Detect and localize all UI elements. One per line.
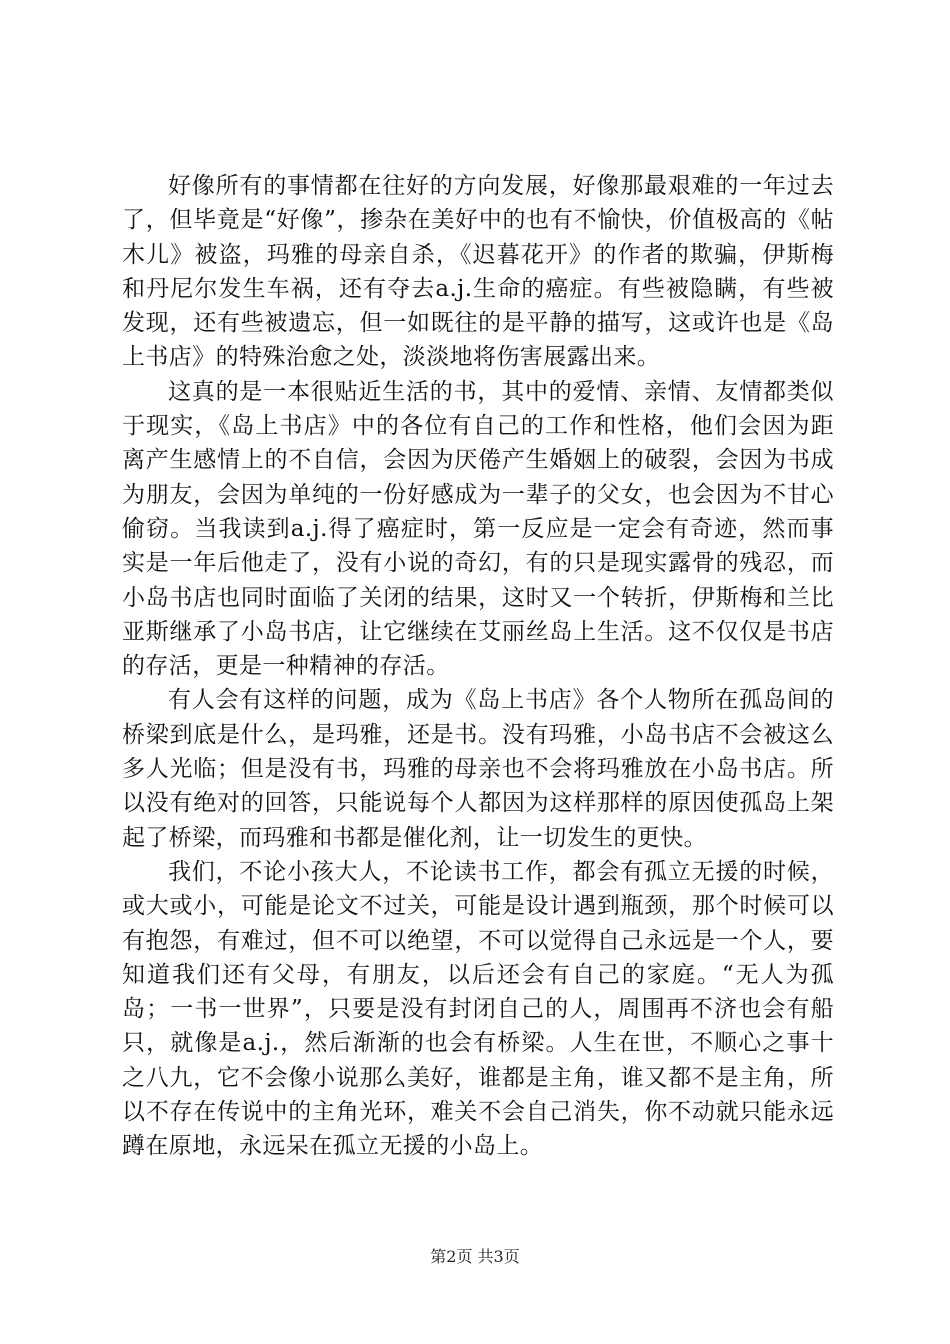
page-footer: 第2页 共3页: [430, 1247, 520, 1266]
paragraph-3: 有人会有这样的问题，成为《岛上书店》各个人物所在孤岛间的桥梁到底是什么，是玛雅，还是书。没有玛雅，小岛书店不会被这么多人光临；但是没有书，玛雅的母亲也不会将玛雅放在小岛书店。所以没有绝对的回答，只能说每个人都因为这样那样的原因使孤岛上架起了桥梁，而玛雅和书都是催化剂，让一切发生的更快。: [122, 687, 834, 851]
paragraph-4: 我们，不论小孩大人，不论读书工作，都会有孤立无援的时候，或大或小，可能是论文不过关，可能是设计遇到瓶颈，那个时候可以有抱怨，有难过，但不可以绝望，不可以觉得自己永远是一个人，要知道我们还有父母，有朋友，以后还会有自己的家庭。“无人为孤岛；一书一世界”，只要是没有封闭自己的人，周围再不济也会有船只，就像是a.j.，然后渐渐的也会有桥梁。人生在世，不顺心之事十之八九，它不会像小说那么美好，谁都是主角，谁又都不是主角，所以不存在传说中的主角光环，难关不会自己消失，你不动就只能永远蹲在原地，永远呆在孤立无援的小岛上。: [122, 858, 834, 1160]
paragraph-2: 这真的是一本很贴近生活的书，其中的爱情、亲情、友情都类似于现实，《岛上书店》中的各位有自己的工作和性格，他们会因为距离产生感情上的不自信，会因为厌倦产生婚姻上的破裂，会因为书成为朋友，会因为单纯的一份好感成为一辈子的父女，也会因为不甘心偷窃。当我读到a.j.得了癌症时，第一反应是一定会有奇迹，然而事实是一年后他走了，没有小说的奇幻，有的只是现实露骨的残忍，而小岛书店也同时面临了关闭的结果，这时又一个转折，伊斯梅和兰比亚斯继承了小岛书店，让它继续在艾丽丝岛上生活。这不仅仅是书店的存活，更是一种精神的存活。: [122, 378, 834, 680]
body-text: [122, 169, 834, 1164]
paragraph-1: 好像所有的事情都在往好的方向发展，好像那最艰难的一年过去了，但毕竟是“好像”，掺杂在美好中的也有不愉快，价值极高的《帖木儿》被盗，玛雅的母亲自杀，《迟暮花开》的作者的欺骗，伊斯梅和丹尼尔发生车祸，还有夺去a.j.生命的癌症。有些被隐瞒，有些被发现，还有些被遗忘，但一如既往的是平静的描写，这或许也是《岛上书店》的特殊治愈之处，淡淡地将伤害展露出来。: [122, 173, 834, 371]
